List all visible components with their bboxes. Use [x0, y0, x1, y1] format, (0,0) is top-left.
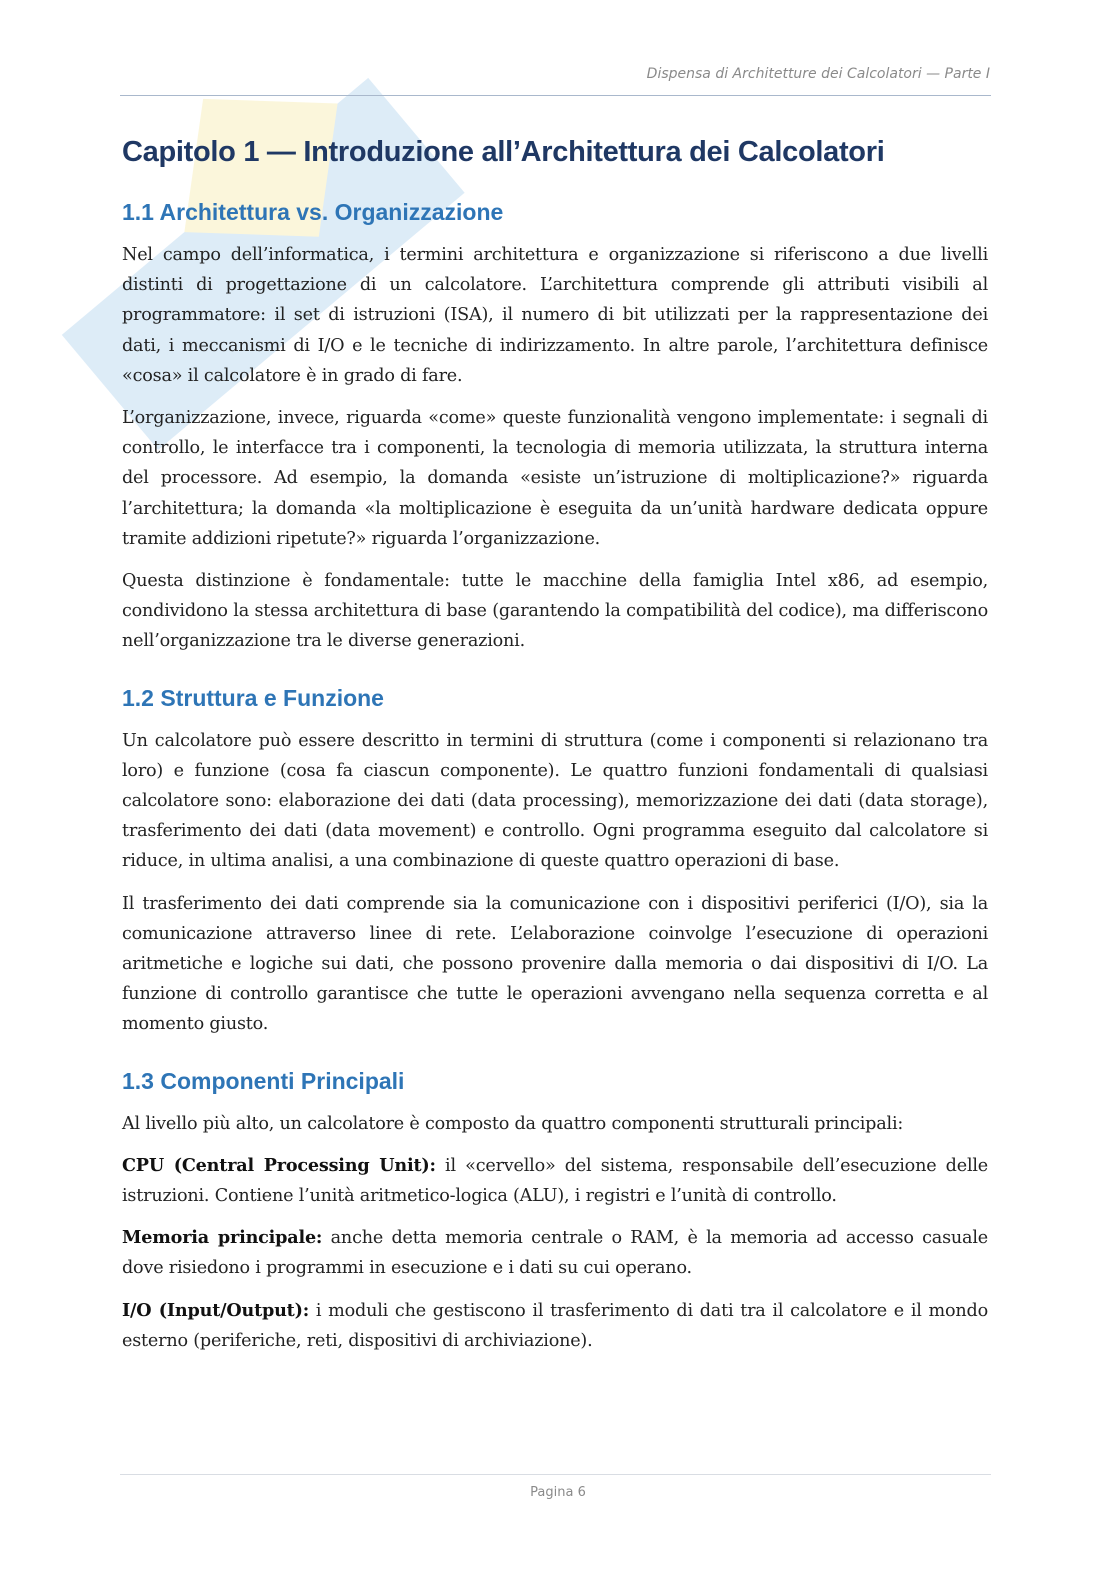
paragraph: Un calcolatore può essere descritto in termini di struttura (come i componenti si relazionano tra loro) e funzione (cosa fa ciascun componente). Le quattro funzioni fondamentali di qualsiasi calcolatore sono: elaborazione dei dati (data processing), memorizzazione dei dati (data storage), trasferimento dei dati (data movement) e controllo. Ogni programma eseguito dal calcolatore si riduce, in ultima analisi, a una combinazione di queste quattro operazioni di base. — [122, 730, 988, 872]
page-number: Pagina 6 — [530, 1485, 586, 1500]
paragraph: Il trasferimento dei dati comprende sia la comunicazione con i dispositivi periferici (I/O), sia la comunicazione attraverso linee di rete. L’elaborazione coinvolge l’esecuzione di operazioni aritmetiche e logiche sui dati, che possono provenire dalla memoria o dai dispositivi di I/O. La funzione di controllo garantisce che tutte le operazioni avvengano nella sequenza corretta e al momento giusto. — [122, 893, 988, 1035]
definition-text: il «cervello» del sistema, responsabile dell’esecuzione delle istruzioni. Contiene l’unità aritmetico-logica (ALU), i registri e l’unità di controllo. — [122, 1155, 989, 1207]
definition-item — [122, 1151, 988, 1211]
page-content — [122, 136, 988, 1368]
definition-text: anche detta memoria centrale o RAM, è la memoria ad accesso casuale dove risiedono i programmi in esecuzione e i dati su cui operano. — [122, 1228, 988, 1279]
paragraph: Questa distinzione è fondamentale: tutte le macchine della famiglia Intel x86, ad esempio, condividono la stessa architettura di base (garantendo la compatibilità del codice), ma differiscono nell’organizzazione tra le diverse generazioni. — [122, 571, 988, 652]
definition-term: I/O (Input/Output): — [122, 1299, 310, 1321]
definition-item — [122, 1296, 988, 1356]
paragraph: Nel campo dell’informatica, i termini architettura e organizzazione si riferiscono a due livelli distinti di progettazione di un calcolatore. L’architettura comprende gli attributi visibili al programmatore: il set di istruzioni (ISA), il numero di bit utilizzati per la rappresentazione dei dati, i meccanismi di I/O e le tecniche di indirizzamento. In altre parole, l’architettura definisce «cosa» il calcolatore è in grado di fare. — [122, 245, 988, 386]
definition-term: Memoria principale: — [122, 1227, 323, 1249]
footer-divider — [120, 1474, 991, 1475]
header-divider — [120, 95, 991, 96]
paragraph: L’organizzazione, invece, riguarda «come» queste funzionalità vengono implementate: i segnali di controllo, le interfacce tra i componenti, la tecnologia di memoria utilizzata, la struttura interna del processore. Ad esempio, la domanda «esiste un’istruzione di moltiplicazione?» riguarda l’architettura; la domanda «la moltiplicazione è eseguita da un’unità hardware dedicata oppure tramite addizioni ripetute?» riguarda l’organizzazione. — [122, 408, 988, 549]
section-heading: 1.1 Architettura vs. Organizzazione — [122, 199, 504, 225]
section-heading: 1.3 Componenti Principali — [122, 1067, 405, 1094]
paragraph: Al livello più alto, un calcolatore è composto da quattro componenti strutturali principali: — [122, 1113, 904, 1134]
section-heading: 1.2 Struttura e Funzione — [122, 684, 384, 711]
definition-term: CPU (Central Processing Unit): — [122, 1154, 436, 1176]
running-header: Dispensa di Architetture dei Calcolatori — Parte I — [646, 66, 990, 82]
definition-text: i moduli che gestiscono il trasferimento di dati tra il calcolatore e il mondo esterno (periferiche, reti, dispositivi di archiviazione). — [122, 1300, 988, 1351]
chapter-title: Capitolo 1 — Introduzione all’Architettura dei Calcolatori — [122, 136, 885, 168]
definition-item — [122, 1223, 988, 1283]
